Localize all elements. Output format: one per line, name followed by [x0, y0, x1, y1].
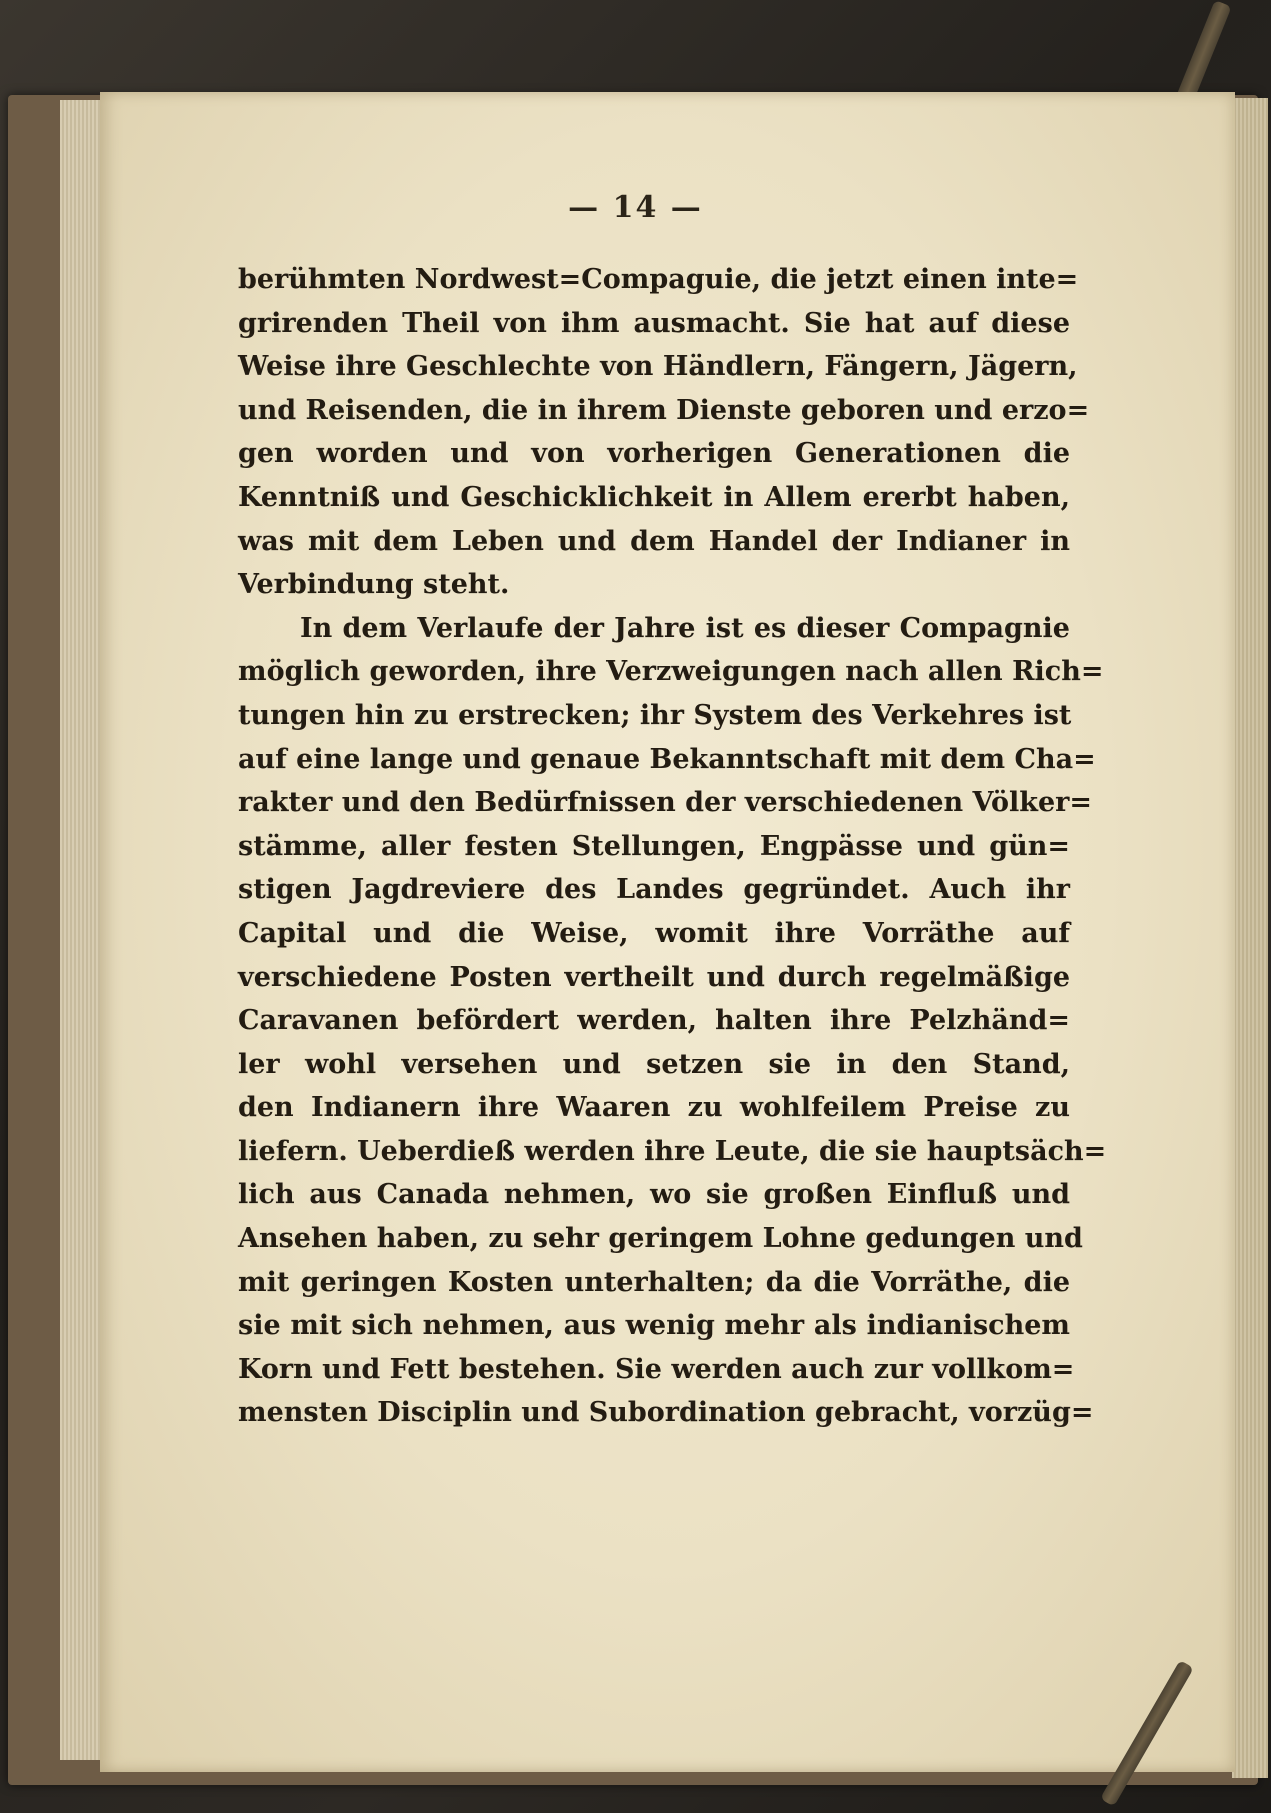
text-line: auf eine lange und genaue Bekanntschaft mit dem Cha=: [238, 743, 1096, 775]
text-line: rakter und den Bedürfnissen der verschiedenen Völker=: [238, 787, 1093, 819]
paragraph-1: [238, 258, 1090, 607]
text-line: Capital und die Weise, womit ihre Vorräthe auf: [238, 917, 1070, 949]
text-line: und Reisenden, die in ihrem Dienste geboren und erzo=: [238, 394, 1090, 426]
text-line: stämme, aller festen Stellungen, Engpässe und gün=: [238, 830, 1070, 862]
text-line: Weise ihre Geschlechte von Händlern, Fängern, Jägern,: [238, 351, 1078, 383]
text-line: tungen hin zu erstrecken; ihr System des Verkehres ist: [238, 699, 1072, 731]
text-line: Kenntniß und Geschicklichkeit in Allem ererbt haben,: [238, 481, 1070, 513]
text-line: Verbindung steht.: [238, 569, 510, 601]
paragraph-2: [238, 607, 1107, 1435]
text-line: sie mit sich nehmen, aus wenig mehr als indianischem: [238, 1310, 1070, 1342]
text-line: den Indianern ihre Waaren zu wohlfeilem Preise zu: [238, 1092, 1070, 1124]
text-line: mit geringen Kosten unterhalten; da die Vorräthe, die: [238, 1266, 1070, 1298]
text-line: berühmten Nordwest=Compaguie, die jetzt einen inte=: [238, 264, 1079, 295]
page-number: — 14 —: [568, 190, 703, 225]
text-line: grirenden Theil von ihm ausmacht. Sie hat auf diese: [238, 307, 1070, 339]
text-line: Caravanen befördert werden, halten ihre Pelzhänd=: [238, 1005, 1070, 1037]
text-line: ler wohl versehen und setzen sie in den Stand,: [238, 1048, 1070, 1080]
text-line: Korn und Fett bestehen. Sie werden auch zur vollkom=: [238, 1353, 1075, 1385]
page-edges-right: [1232, 98, 1268, 1778]
text-line: In dem Verlaufe der Jahre ist es dieser Compagnie: [300, 612, 1070, 644]
body-text: [238, 258, 1107, 1435]
text-line: stigen Jagdreviere des Landes gegründet. Auch ihr: [238, 874, 1070, 906]
text-line: verschiedene Posten vertheilt und durch regelmäßige: [238, 961, 1070, 993]
text-line: was mit dem Leben und dem Handel der Indianer in: [238, 525, 1070, 557]
text-line: lich aus Canada nehmen, wo sie großen Einfluß und: [238, 1179, 1070, 1211]
text-line: liefern. Ueberdieß werden ihre Leute, die sie hauptsäch=: [238, 1135, 1107, 1167]
text-line: möglich geworden, ihre Verzweigungen nach allen Rich=: [238, 656, 1104, 688]
text-line: Ansehen haben, zu sehr geringem Lohne gedungen und: [238, 1223, 1083, 1255]
text-line: gen worden und von vorherigen Generationen die: [238, 438, 1070, 470]
text-line: mensten Disciplin und Subordination gebracht, vorzüg=: [238, 1397, 1094, 1429]
